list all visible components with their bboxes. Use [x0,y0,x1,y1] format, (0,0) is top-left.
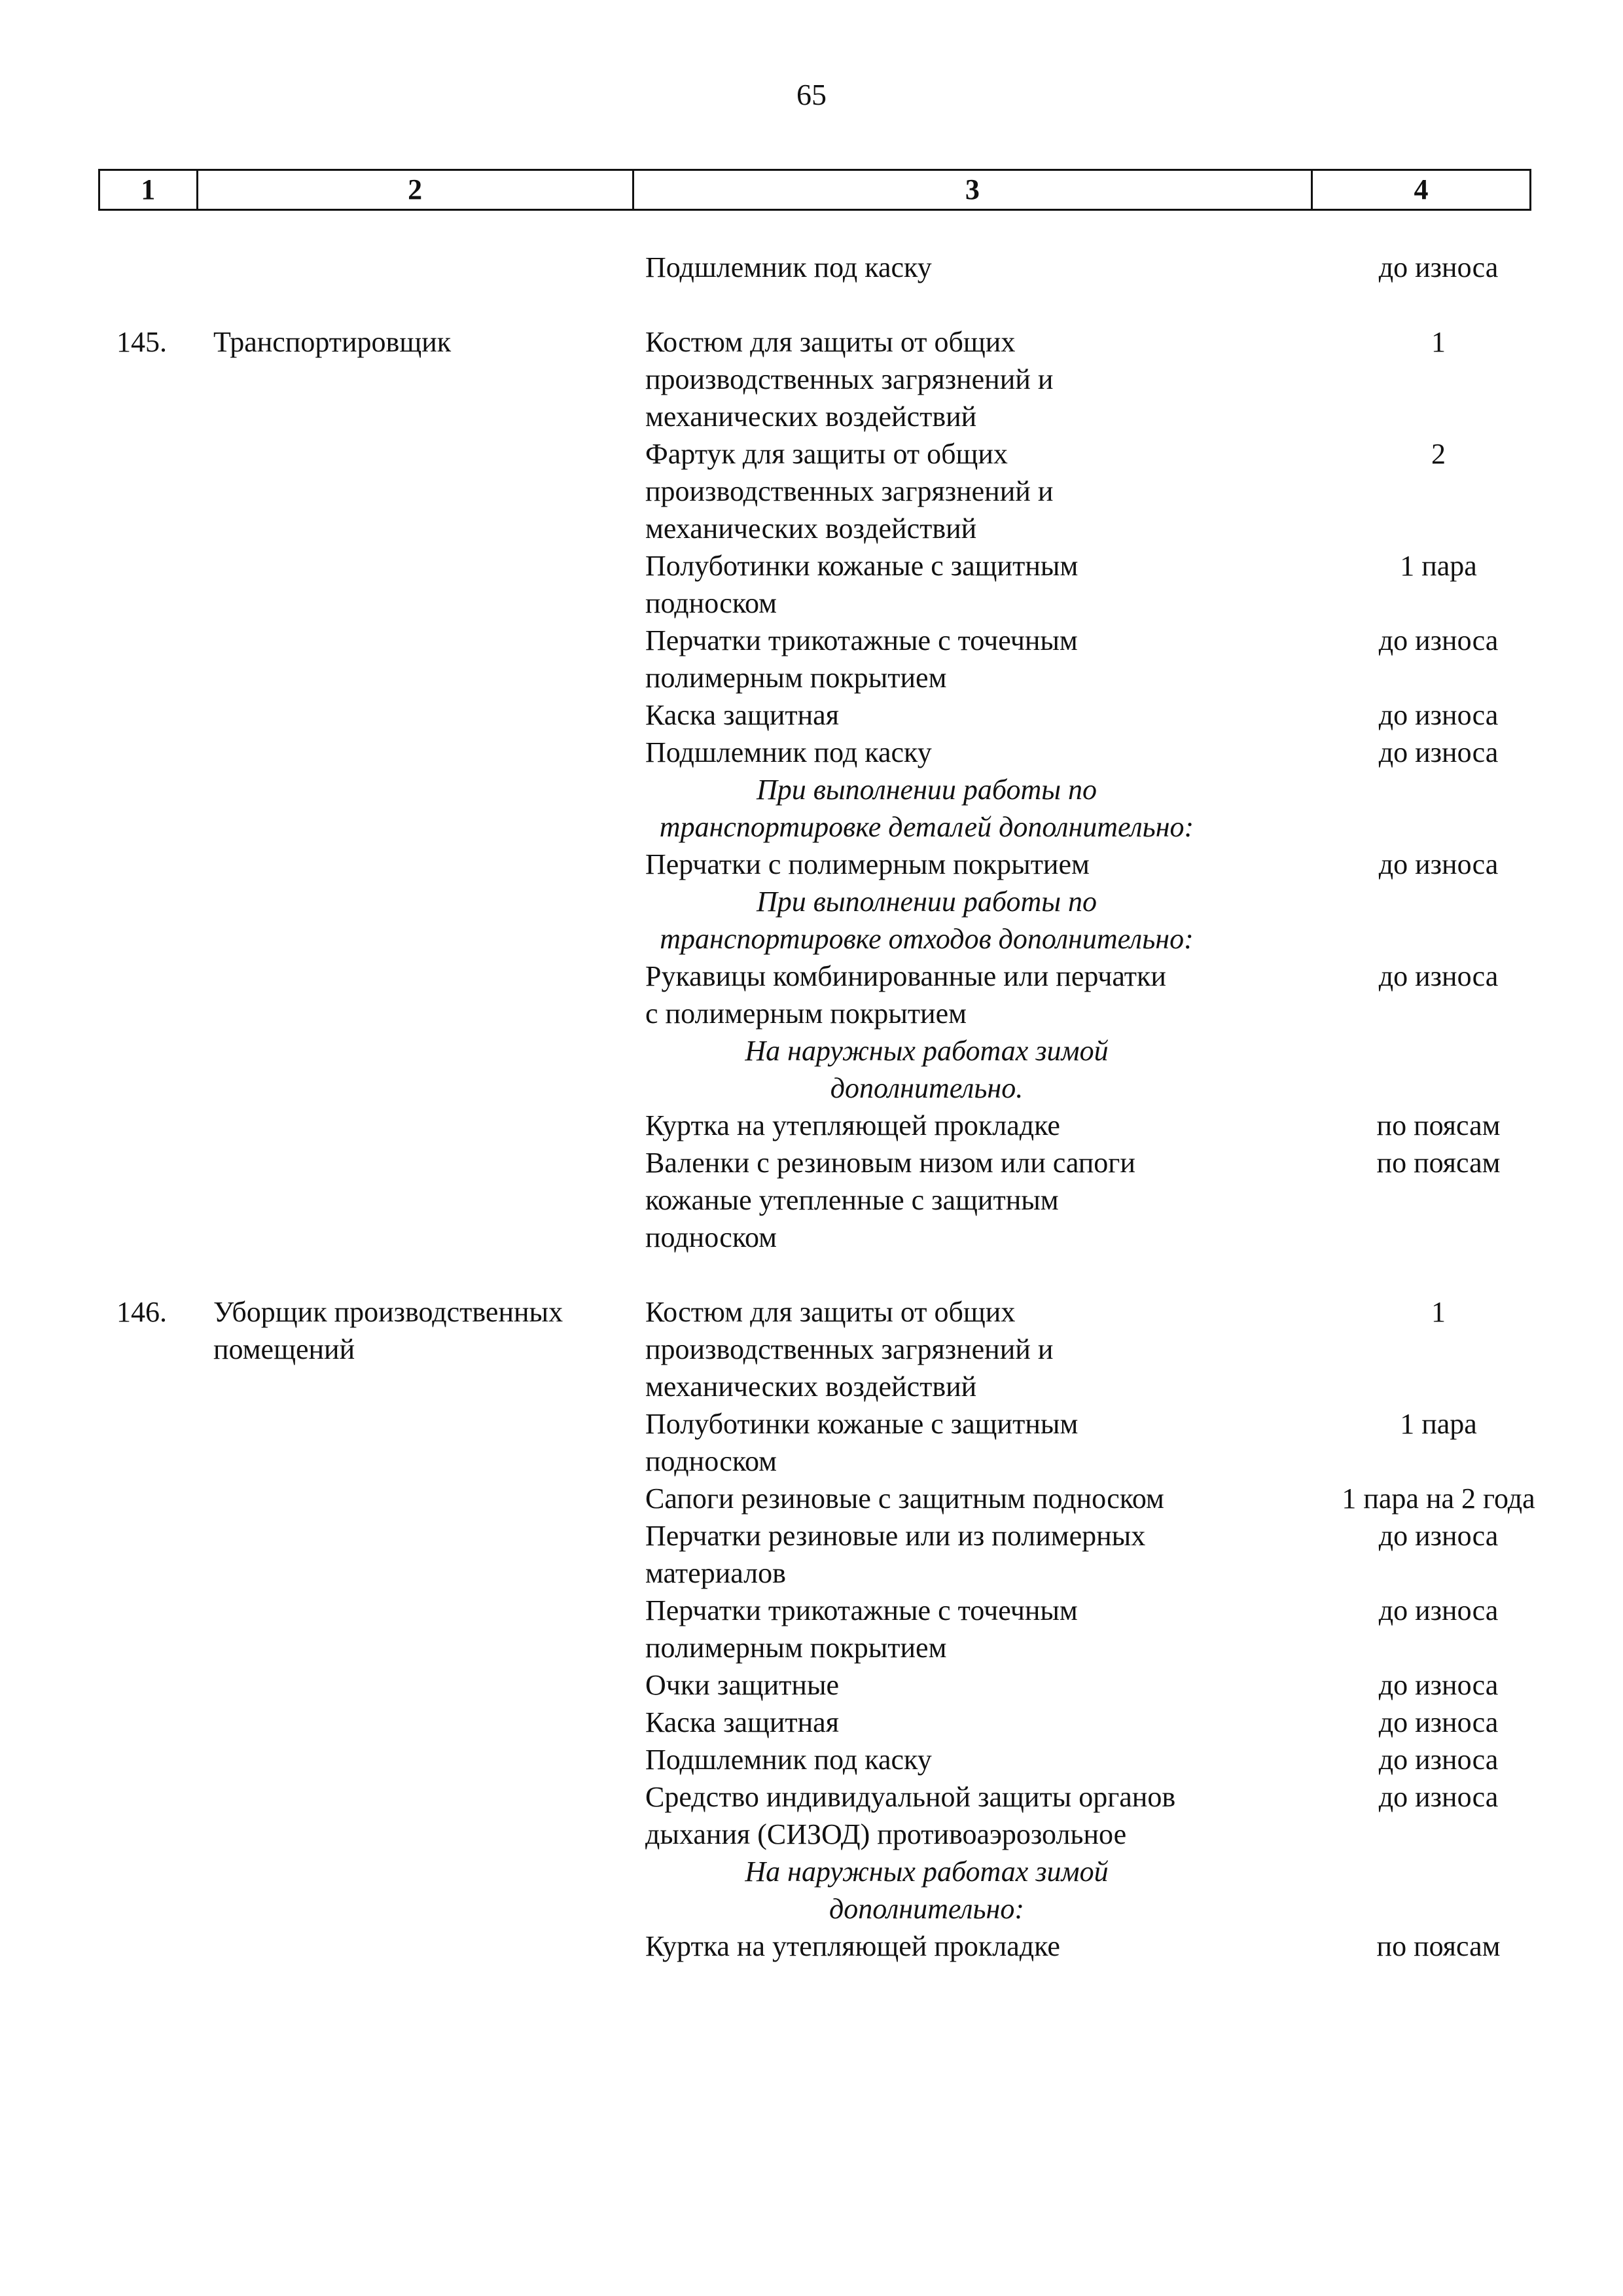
ppe-item: Очки защитные [645,1669,840,1701]
page-number: 65 [796,78,827,111]
issue-norm: 1 пара на 2 года [1342,1482,1535,1515]
table-row [0,323,1623,435]
table-row [0,1293,1623,1405]
table-row [0,1928,1623,1965]
table-row [0,846,1623,883]
header-col-2: 2 [198,171,634,209]
ppe-item: Фартук для защиты от общих производственных загрязнений и механических воздействий [645,438,1054,545]
issue-norm: до износа [1378,1744,1499,1776]
table-row [0,1480,1623,1517]
issue-norm: до износа [1378,1669,1499,1701]
issue-norm: до износа [1378,624,1499,656]
issue-norm: по поясам [1376,1109,1501,1141]
table-header [98,169,1531,211]
table-row [0,1405,1623,1480]
table-row [0,1144,1623,1256]
table-body [0,249,1623,1965]
table-row [0,1592,1623,1666]
table-row [0,1704,1623,1741]
issue-norm: до износа [1378,848,1499,880]
table-row [0,1107,1623,1144]
row-number: 145. [116,326,167,358]
table-row [0,958,1623,1032]
table-row [0,1666,1623,1704]
ppe-item: Подшлемник под каску [645,1744,932,1776]
table-row [0,1741,1623,1778]
table-row [0,734,1623,771]
ppe-item: Каска защитная [645,699,839,731]
ppe-item: Перчатки трикотажные с точечным полимерным покрытием [645,1594,1078,1664]
issue-norm: до износа [1378,736,1499,768]
issue-norm: до износа [1378,1520,1499,1552]
ppe-item: Перчатки трикотажные с точечным полимерным покрытием [645,624,1078,694]
issue-norm: до износа [1378,1594,1499,1626]
ppe-item: Перчатки с полимерным покрытием [645,848,1090,880]
ppe-item: Подшлемник под каску [645,251,932,283]
issue-norm: до износа [1378,1706,1499,1738]
condition-note: На наружных работах зимой дополнительно. [745,1035,1109,1104]
ppe-item: Полуботинки кожаные с защитным подноском [645,550,1079,619]
header-col-4: 4 [1414,173,1429,206]
condition-note: При выполнении работы по транспортировке отходов дополнительно: [660,886,1194,955]
issue-norm: 1 пара [1400,1408,1477,1440]
table-row [0,1517,1623,1592]
row-number: 146. [116,1296,167,1328]
ppe-item: Средство индивидуальной защиты органов дыхания (СИЗОД) противоаэрозольное [645,1781,1176,1850]
issue-norm: до износа [1378,699,1499,731]
table-row [0,696,1623,734]
ppe-item: Куртка на утепляющей прокладке [645,1930,1060,1962]
table-row [0,1778,1623,1853]
issue-norm: 1 пара [1400,550,1477,582]
issue-norm: 1 [1431,326,1446,358]
ppe-item: Подшлемник под каску [645,736,932,768]
table-row [0,547,1623,622]
issue-norm: по поясам [1376,1930,1501,1962]
header-col-3: 3 [634,171,1313,209]
table-row [0,435,1623,547]
table-row [0,249,1623,286]
ppe-item: Каска защитная [645,1706,839,1738]
issue-norm: до износа [1378,1781,1499,1813]
ppe-item: Костюм для защиты от общих производственных загрязнений и механических воздействий [645,1296,1054,1403]
profession-name: Транспортировщик [213,326,452,358]
issue-norm: до износа [1378,960,1499,992]
ppe-item: Полуботинки кожаные с защитным подноском [645,1408,1079,1477]
header-col-1: 1 [100,171,198,209]
ppe-item: Валенки с резиновым низом или сапоги кожаные утепленные с защитным подноском [645,1147,1135,1253]
ppe-item: Перчатки резиновые или из полимерных материалов [645,1520,1146,1589]
ppe-item: Рукавицы комбинированные или перчатки с полимерным покрытием [645,960,1166,1030]
condition-note: На наружных работах зимой дополнительно: [745,1856,1109,1925]
condition-note: При выполнении работы по транспортировке деталей дополнительно: [659,774,1194,843]
issue-norm: 2 [1431,438,1446,470]
issue-norm: по поясам [1376,1147,1501,1179]
issue-norm: до износа [1378,251,1499,283]
ppe-item: Куртка на утепляющей прокладке [645,1109,1060,1141]
table-row [0,622,1623,696]
ppe-item: Костюм для защиты от общих производственных загрязнений и механических воздействий [645,326,1054,433]
profession-name: Уборщик производственных помещений [213,1296,563,1365]
issue-norm: 1 [1431,1296,1446,1328]
ppe-item: Сапоги резиновые с защитным подноском [645,1482,1164,1515]
